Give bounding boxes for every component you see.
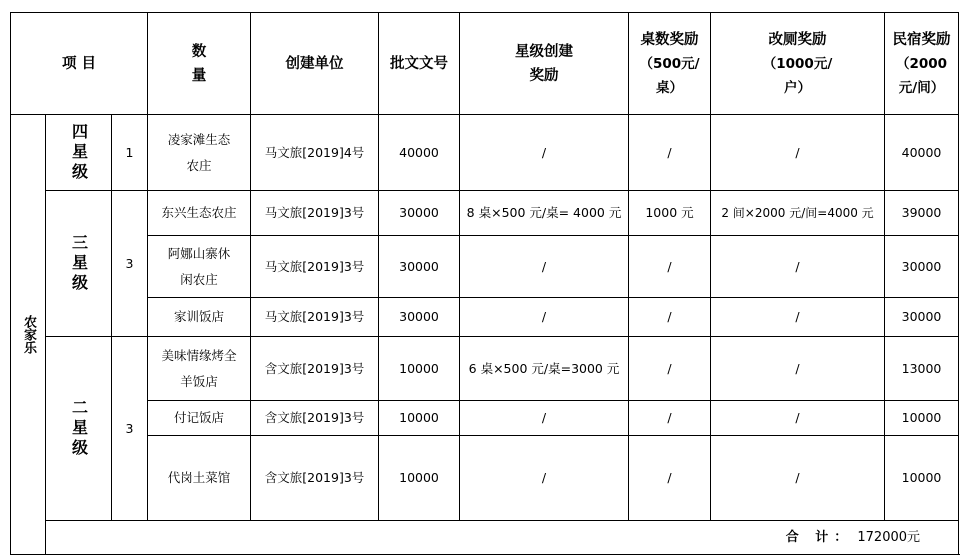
unit-cell: 家训饭店 (148, 298, 251, 337)
doc-cell: 含文旅[2019]3号 (251, 401, 379, 436)
count-cell: 3 (112, 191, 148, 337)
level-cell: 二星级 (46, 337, 112, 521)
table-row (11, 436, 959, 521)
reward-table (10, 12, 959, 555)
homestay-reward-cell: 2 间×2000 元/间=4000 元 (711, 191, 885, 236)
homestay-reward-cell: / (711, 236, 885, 298)
count-cell: 3 (112, 337, 148, 521)
total-cell: 10000 (885, 436, 959, 521)
doc-cell: 马文旅[2019]3号 (251, 236, 379, 298)
header-table-reward (629, 13, 711, 115)
unit-cell: 美味情缘烤全羊饭店 (148, 337, 251, 401)
star-cell: 10000 (379, 436, 460, 521)
doc-cell: 马文旅[2019]3号 (251, 191, 379, 236)
header-toilet-reward-title: 改厕奖励 (768, 31, 827, 48)
doc-cell: 含文旅[2019]3号 (251, 436, 379, 521)
header-toilet-reward-unit: （1000元/户） (762, 55, 833, 96)
table-reward-cell: / (460, 436, 629, 521)
total-cell: 13000 (885, 337, 959, 401)
star-cell: 40000 (379, 115, 460, 191)
homestay-reward-cell: / (711, 115, 885, 191)
toilet-reward-cell: / (629, 115, 711, 191)
category-cell: 农家乐 (11, 115, 46, 555)
header-row (11, 13, 959, 115)
table-reward-cell: / (460, 401, 629, 436)
homestay-reward-cell: / (711, 401, 885, 436)
toilet-reward-cell: / (629, 436, 711, 521)
toilet-reward-cell: / (629, 401, 711, 436)
header-toilet-reward (711, 13, 885, 115)
star-cell: 30000 (379, 298, 460, 337)
toilet-reward-cell: / (629, 337, 711, 401)
header-star-reward: 星级创建奖励 (460, 13, 629, 115)
unit-cell: 阿娜山寨休闲农庄 (148, 236, 251, 298)
header-homestay-reward (885, 13, 959, 115)
toilet-reward-cell: 1000 元 (629, 191, 711, 236)
header-table-reward-title: 桌数奖励 (640, 31, 699, 48)
total-cell: 39000 (885, 191, 959, 236)
table-row (11, 236, 959, 298)
table-reward-cell: / (460, 115, 629, 191)
table-row (11, 298, 959, 337)
count-cell: 1 (112, 115, 148, 191)
table-reward-cell: 8 桌×500 元/桌= 4000 元 (460, 191, 629, 236)
header-homestay-reward-title: 民宿奖励 (892, 31, 951, 48)
star-cell: 10000 (379, 401, 460, 436)
total-cell: 40000 (885, 115, 959, 191)
homestay-reward-cell: / (711, 298, 885, 337)
unit-cell: 付记饭店 (148, 401, 251, 436)
summary-label: 合 计： (785, 529, 854, 545)
table-row (11, 191, 959, 236)
table-row (11, 401, 959, 436)
header-quantity: 数量 (148, 13, 251, 115)
total-cell: 10000 (885, 401, 959, 436)
header-unit: 创建单位 (251, 13, 379, 115)
doc-cell: 马文旅[2019]3号 (251, 298, 379, 337)
total-cell: 30000 (885, 236, 959, 298)
unit-cell: 代岗土菜馆 (148, 436, 251, 521)
table-row (11, 337, 959, 401)
table-reward-cell: 6 桌×500 元/桌=3000 元 (460, 337, 629, 401)
unit-cell: 凌家滩生态农庄 (148, 115, 251, 191)
summary-cell (46, 521, 959, 555)
table-row (11, 115, 959, 191)
homestay-reward-cell: / (711, 436, 885, 521)
homestay-reward-cell: / (711, 337, 885, 401)
unit-cell: 东兴生态农庄 (148, 191, 251, 236)
level-cell: 三星级 (46, 191, 112, 337)
total-cell: 30000 (885, 298, 959, 337)
table-reward-cell: / (460, 236, 629, 298)
summary-value: 172000元 (857, 529, 921, 545)
level-cell: 四星级 (46, 115, 112, 191)
star-cell: 30000 (379, 191, 460, 236)
header-doc-no: 批文文号 (379, 13, 460, 115)
doc-cell: 含文旅[2019]3号 (251, 337, 379, 401)
header-item: 项 目 (11, 13, 148, 115)
toilet-reward-cell: / (629, 298, 711, 337)
summary-row (11, 521, 959, 555)
table-reward-cell: / (460, 298, 629, 337)
header-homestay-reward-unit: （2000元/间） (895, 55, 948, 96)
header-table-reward-unit: （500元/桌） (639, 55, 700, 96)
doc-cell: 马文旅[2019]4号 (251, 115, 379, 191)
star-cell: 10000 (379, 337, 460, 401)
toilet-reward-cell: / (629, 236, 711, 298)
star-cell: 30000 (379, 236, 460, 298)
